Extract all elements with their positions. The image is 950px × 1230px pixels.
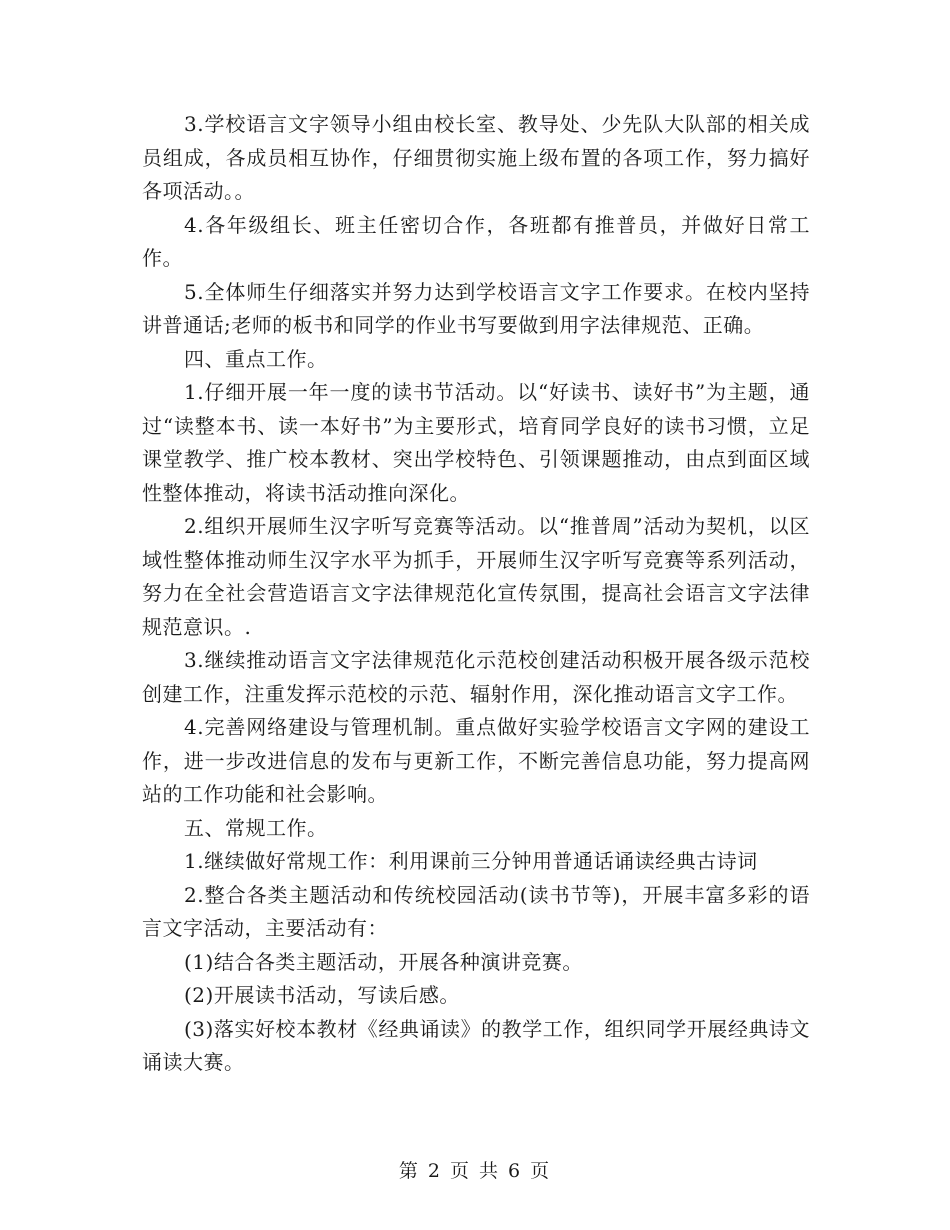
- paragraph: 4.完善网络建设与管理机制。重点做好实验学校语言文字网的建设工作，进一步改进信息的发布与更新工作，不断完善信息功能，努力提高网站的工作功能和社会影响。: [142, 715, 810, 806]
- paragraph: 4.各年级组长、班主任密切合作，各班都有推普员，并做好日常工作。: [142, 212, 810, 270]
- section-heading: 五、常规工作。: [184, 815, 328, 840]
- list-item: (3)落实好校本教材《经典诵读》的教学工作，组织同学开展经典诗文诵读大赛。: [142, 1016, 810, 1074]
- paragraph: 1.仔细开展一年一度的读书节活动。以“好读书、读好书”为主题，通过“读整本书、读一本好书”为主要形式，培育同学良好的读书习惯，立足课堂教学、推广校本教材、突出学校特色、引领课题推动，由点到面区域性整体推动，将读书活动推向深化。: [142, 380, 810, 505]
- paragraph: 1.继续做好常规工作：利用课前三分钟用普通话诵读经典古诗词: [184, 849, 758, 873]
- list-item: (1)结合各类主题活动，开展各种演讲竞赛。: [184, 949, 583, 974]
- paragraph: 3.继续推动语言文字法律规范化示范校创建活动积极开展各级示范校创建工作，注重发挥示范校的示范、辐射作用，深化推动语言文字工作。: [142, 648, 810, 706]
- page-number-footer: 第 2 页 共 6 页: [398, 1160, 552, 1182]
- paragraph: 2.组织开展师生汉字听写竞赛等活动。以“推普周”活动为契机，以区域性整体推动师生汉字水平为抓手，开展师生汉字听写竞赛等系列活动，努力在全社会营造语言文字法律规范化宣传氛围，提高社会语言文字法律规范意识。.: [142, 514, 810, 639]
- paragraph: 5.全体师生仔细落实并努力达到学校语言文字工作要求。在校内坚持讲普通话;老师的板书和同学的作业书写要做到用字法律规范、正确。: [142, 279, 810, 337]
- paragraph: 3.学校语言文字领导小组由校长室、教导处、少先队大队部的相关成员组成，各成员相互协作，仔细贯彻实施上级布置的各项工作，努力搞好各项活动。。: [142, 112, 810, 203]
- list-item: (2)开展读书活动，写读后感。: [184, 983, 460, 1007]
- paragraph: 2.整合各类主题活动和传统校园活动(读书节等)，开展丰富多彩的语言文字活动，主要活动有：: [142, 882, 810, 940]
- section-heading: 四、重点工作。: [184, 346, 328, 371]
- document-body: [142, 108, 810, 1080]
